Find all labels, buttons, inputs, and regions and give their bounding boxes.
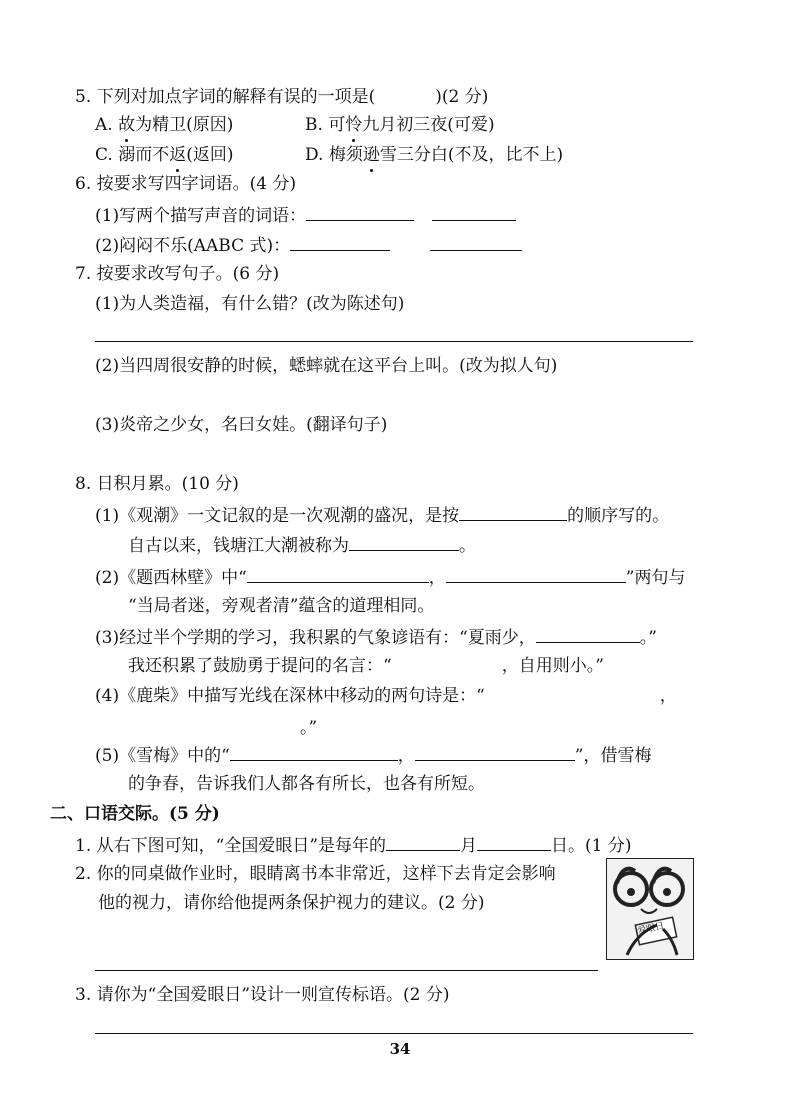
q5-stem: 5. 下列对加点字词的解释有误的一项是( )(2 分) (75, 84, 488, 109)
s2-q2-line1: 2. 你的同桌做作业时，眼睛离书本非常近，这样下去肯定会影响 (75, 864, 556, 884)
q8-sub4-line2: 。” (300, 718, 318, 738)
eye-day-figure (606, 858, 694, 960)
q8-sub1-line2: 自古以来，钱塘江大潮被称为 。 (128, 532, 476, 558)
q8-sub3-line2: 我还积累了鼓励勇于提问的名言：“ ，自用则小。” (128, 656, 604, 676)
q8-blank-4[interactable] (446, 564, 626, 583)
dotted-char: 逊 (362, 145, 380, 165)
q6-sub1: (1)写两个描写声音的词语： (95, 202, 516, 228)
q7-sub1: (1)为人类造福，有什么错？(改为陈述句) (95, 294, 405, 314)
eye-day-illustration (607, 859, 693, 959)
q5-answer-space[interactable] (375, 84, 435, 102)
s2-day-blank[interactable] (477, 832, 551, 851)
q8-sub2-line1: (2)《题西林壁》中“ ， ”两句与 (95, 564, 685, 590)
s2-q2-line2: 他的视力，请你给他提两条保护视力的建议。(2 分) (98, 893, 485, 913)
page-number: 34 (389, 1040, 411, 1058)
q6-sub2: (2)闷闷不乐(AABC 式)： (95, 232, 522, 258)
dotted-char: 怜 (345, 115, 363, 135)
q6-blank-3[interactable] (290, 232, 390, 251)
eye-day-badge-text: 爱眼日 (636, 921, 666, 937)
q5-option-a: A. 故为精卫(原因) (95, 115, 234, 135)
dotted-char: 返 (169, 145, 187, 165)
s2-q3: 3. 请你为“全国爱眼日”设计一则宣传标语。(2 分) (75, 985, 450, 1005)
q8-blank-5[interactable] (536, 624, 640, 643)
q8-blank-2[interactable] (349, 532, 459, 551)
q7-sub3: (3)炎帝之少女，名曰女娃。(翻译句子) (95, 415, 388, 435)
q5-option-c: C. 溺而不返(返回) (95, 145, 234, 165)
q8-blank-3[interactable] (247, 564, 429, 583)
footer-rule (95, 1033, 693, 1034)
q6-blank-4[interactable] (430, 232, 522, 251)
s2-q1: 1. 从右下图可知，“全国爱眼日”是每年的 月 日。(1 分) (75, 832, 632, 858)
q6-blank-1[interactable] (306, 202, 414, 221)
q8-blank-1[interactable] (459, 502, 567, 521)
eye-day-digits (407, 859, 409, 860)
q5-option-d: D. 梅须逊雪三分白(不及，比不上) (305, 145, 564, 165)
q8-blank-8[interactable] (230, 742, 398, 761)
q6-blank-2[interactable] (432, 202, 516, 221)
q8-sub5-line1: (5)《雪梅》中的“ ， ”，借雪梅 (95, 742, 651, 768)
q8-sub4-line1: (4)《鹿柴》中描写光线在深林中移动的两句诗是：“ ， (95, 686, 677, 706)
s2-q2-answer-line[interactable] (95, 970, 598, 971)
q8-sub2-line2: “当局者迷，旁观者清”蕴含的道理相同。 (128, 596, 435, 616)
q7-answer-line[interactable] (95, 341, 693, 342)
s2-month-blank[interactable] (386, 832, 460, 851)
q8-blank-9[interactable] (415, 742, 575, 761)
q5-option-b: B. 可怜九月初三夜(可爱) (305, 115, 495, 135)
q8-sub1-line1: (1)《观潮》一文记叙的是一次观潮的盛况，是按 的顺序写的。 (95, 502, 669, 528)
q8-sub5-line2: 的争春，告诉我们人都各有所长，也各有所短。 (128, 774, 485, 794)
section2-title: 二、口语交际。(5 分) (50, 804, 220, 824)
q8-sub3-line1: (3)经过半个学期的学习，我积累的气象谚语有：“夏雨少， 。” (95, 624, 657, 650)
q6-title: 6. 按要求写四字词语。(4 分) (75, 174, 297, 194)
q7-title: 7. 按要求改写句子。(6 分) (75, 264, 280, 284)
q7-sub2: (2)当四周很安静的时候，蟋蟀就在这平台上叫。(改为拟人句) (95, 356, 558, 376)
dotted-char: 故 (118, 115, 136, 135)
q8-title: 8. 日积月累。(10 分) (75, 474, 239, 494)
